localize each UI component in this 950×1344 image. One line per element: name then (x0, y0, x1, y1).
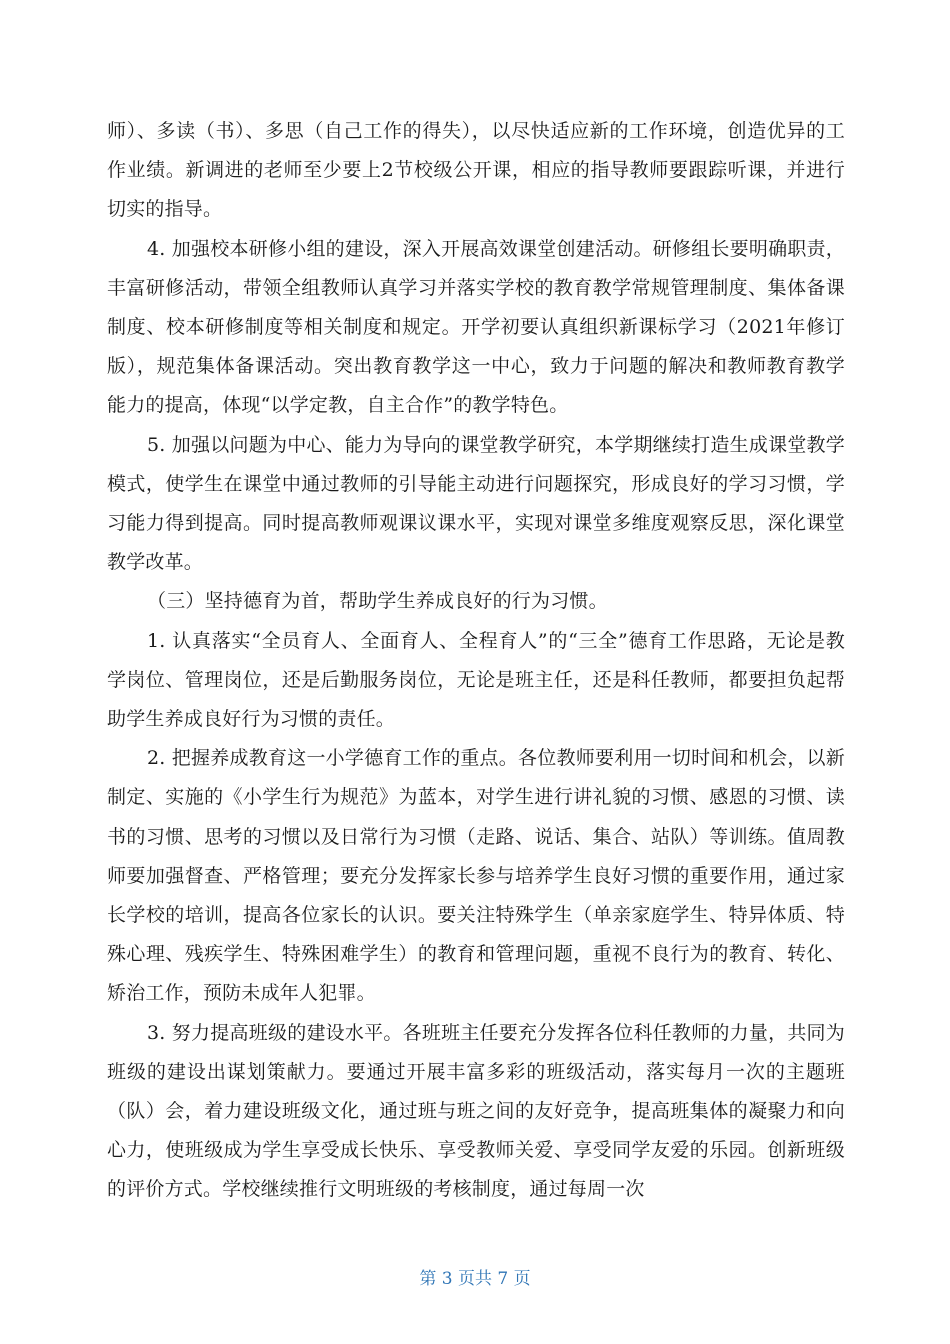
paragraph-6: 2. 把握养成教育这一小学德育工作的重点。各位教师要利用一切时间和机会，以新制定、实施的《小学生行为规范》为蓝本，对学生进行讲礼貌的习惯、感恩的习惯、读书的习惯、思考的习惯以及日常行为习惯（走路、说话、集合、站队）等训练。值周教师要加强督查、严格管理；要充分发挥家长参与培养学生良好习惯的重要作用，通过家长学校的培训，提高各位家长的认识。要关注特殊学生（单亲家庭学生、特异体质、特殊心理、残疾学生、特殊困难学生）的教育和管理问题，重视不良行为的教育、转化、矫治工作，预防未成年人犯罪。 (107, 747, 845, 1005)
paragraph-5: 1. 认真落实“全员育人、全面育人、全程育人”的“三全”德育工作思路，无论是教学岗位、管理岗位，还是后勤服务岗位，无论是班主任，还是科任教师，都要担负起帮助学生养成良好行为习惯的责任。 (107, 629, 845, 731)
document-body (107, 112, 845, 1210)
page-number-footer: 第 3 页共 7 页 (419, 1269, 531, 1289)
section-heading: （三）坚持德育为首，帮助学生养成良好的行为习惯。 (147, 590, 608, 613)
paragraph-3: 5. 加强以问题为中心、能力为导向的课堂教学研究，本学期继续打造生成课堂教学模式，使学生在课堂中通过教师的引导能主动进行问题探究，形成良好的学习习惯，学习能力得到提高。同时提高教师观课议课水平，实现对课堂多维度观察反思，深化课堂教学改革。 (107, 433, 845, 574)
paragraph-7: 3. 努力提高班级的建设水平。各班班主任要充分发挥各位科任教师的力量，共同为班级的建设出谋划策献力。要通过开展丰富多彩的班级活动，落实每月一次的主题班（队）会，着力建设班级文化，通过班与班之间的友好竞争，提高班集体的凝聚力和向心力，使班级成为学生享受成长快乐、享受教师关爱、享受同学友爱的乐园。创新班级的评价方式。学校继续推行文明班级的考核制度，通过每周一次 (107, 1021, 845, 1201)
paragraph-2: 4. 加强校本研修小组的建设，深入开展高效课堂创建活动。研修组长要明确职责，丰富研修活动，带领全组教师认真学习并落实学校的教育教学常规管理制度、集体备课制度、校本研修制度等相关制度和规定。开学初要认真组织新课标学习（2021年修订版），规范集体备课活动。突出教育教学这一中心，致力于问题的解决和教师教育教学能力的提高，体现“以学定教，自主合作”的教学特色。 (107, 237, 845, 417)
paragraph-1: 师）、多读（书）、多思（自己工作的得失），以尽快适应新的工作环境，创造优异的工作业绩。新调进的老师至少要上2节校级公开课，相应的指导教师要跟踪听课，并进行切实的指导。 (107, 120, 845, 221)
